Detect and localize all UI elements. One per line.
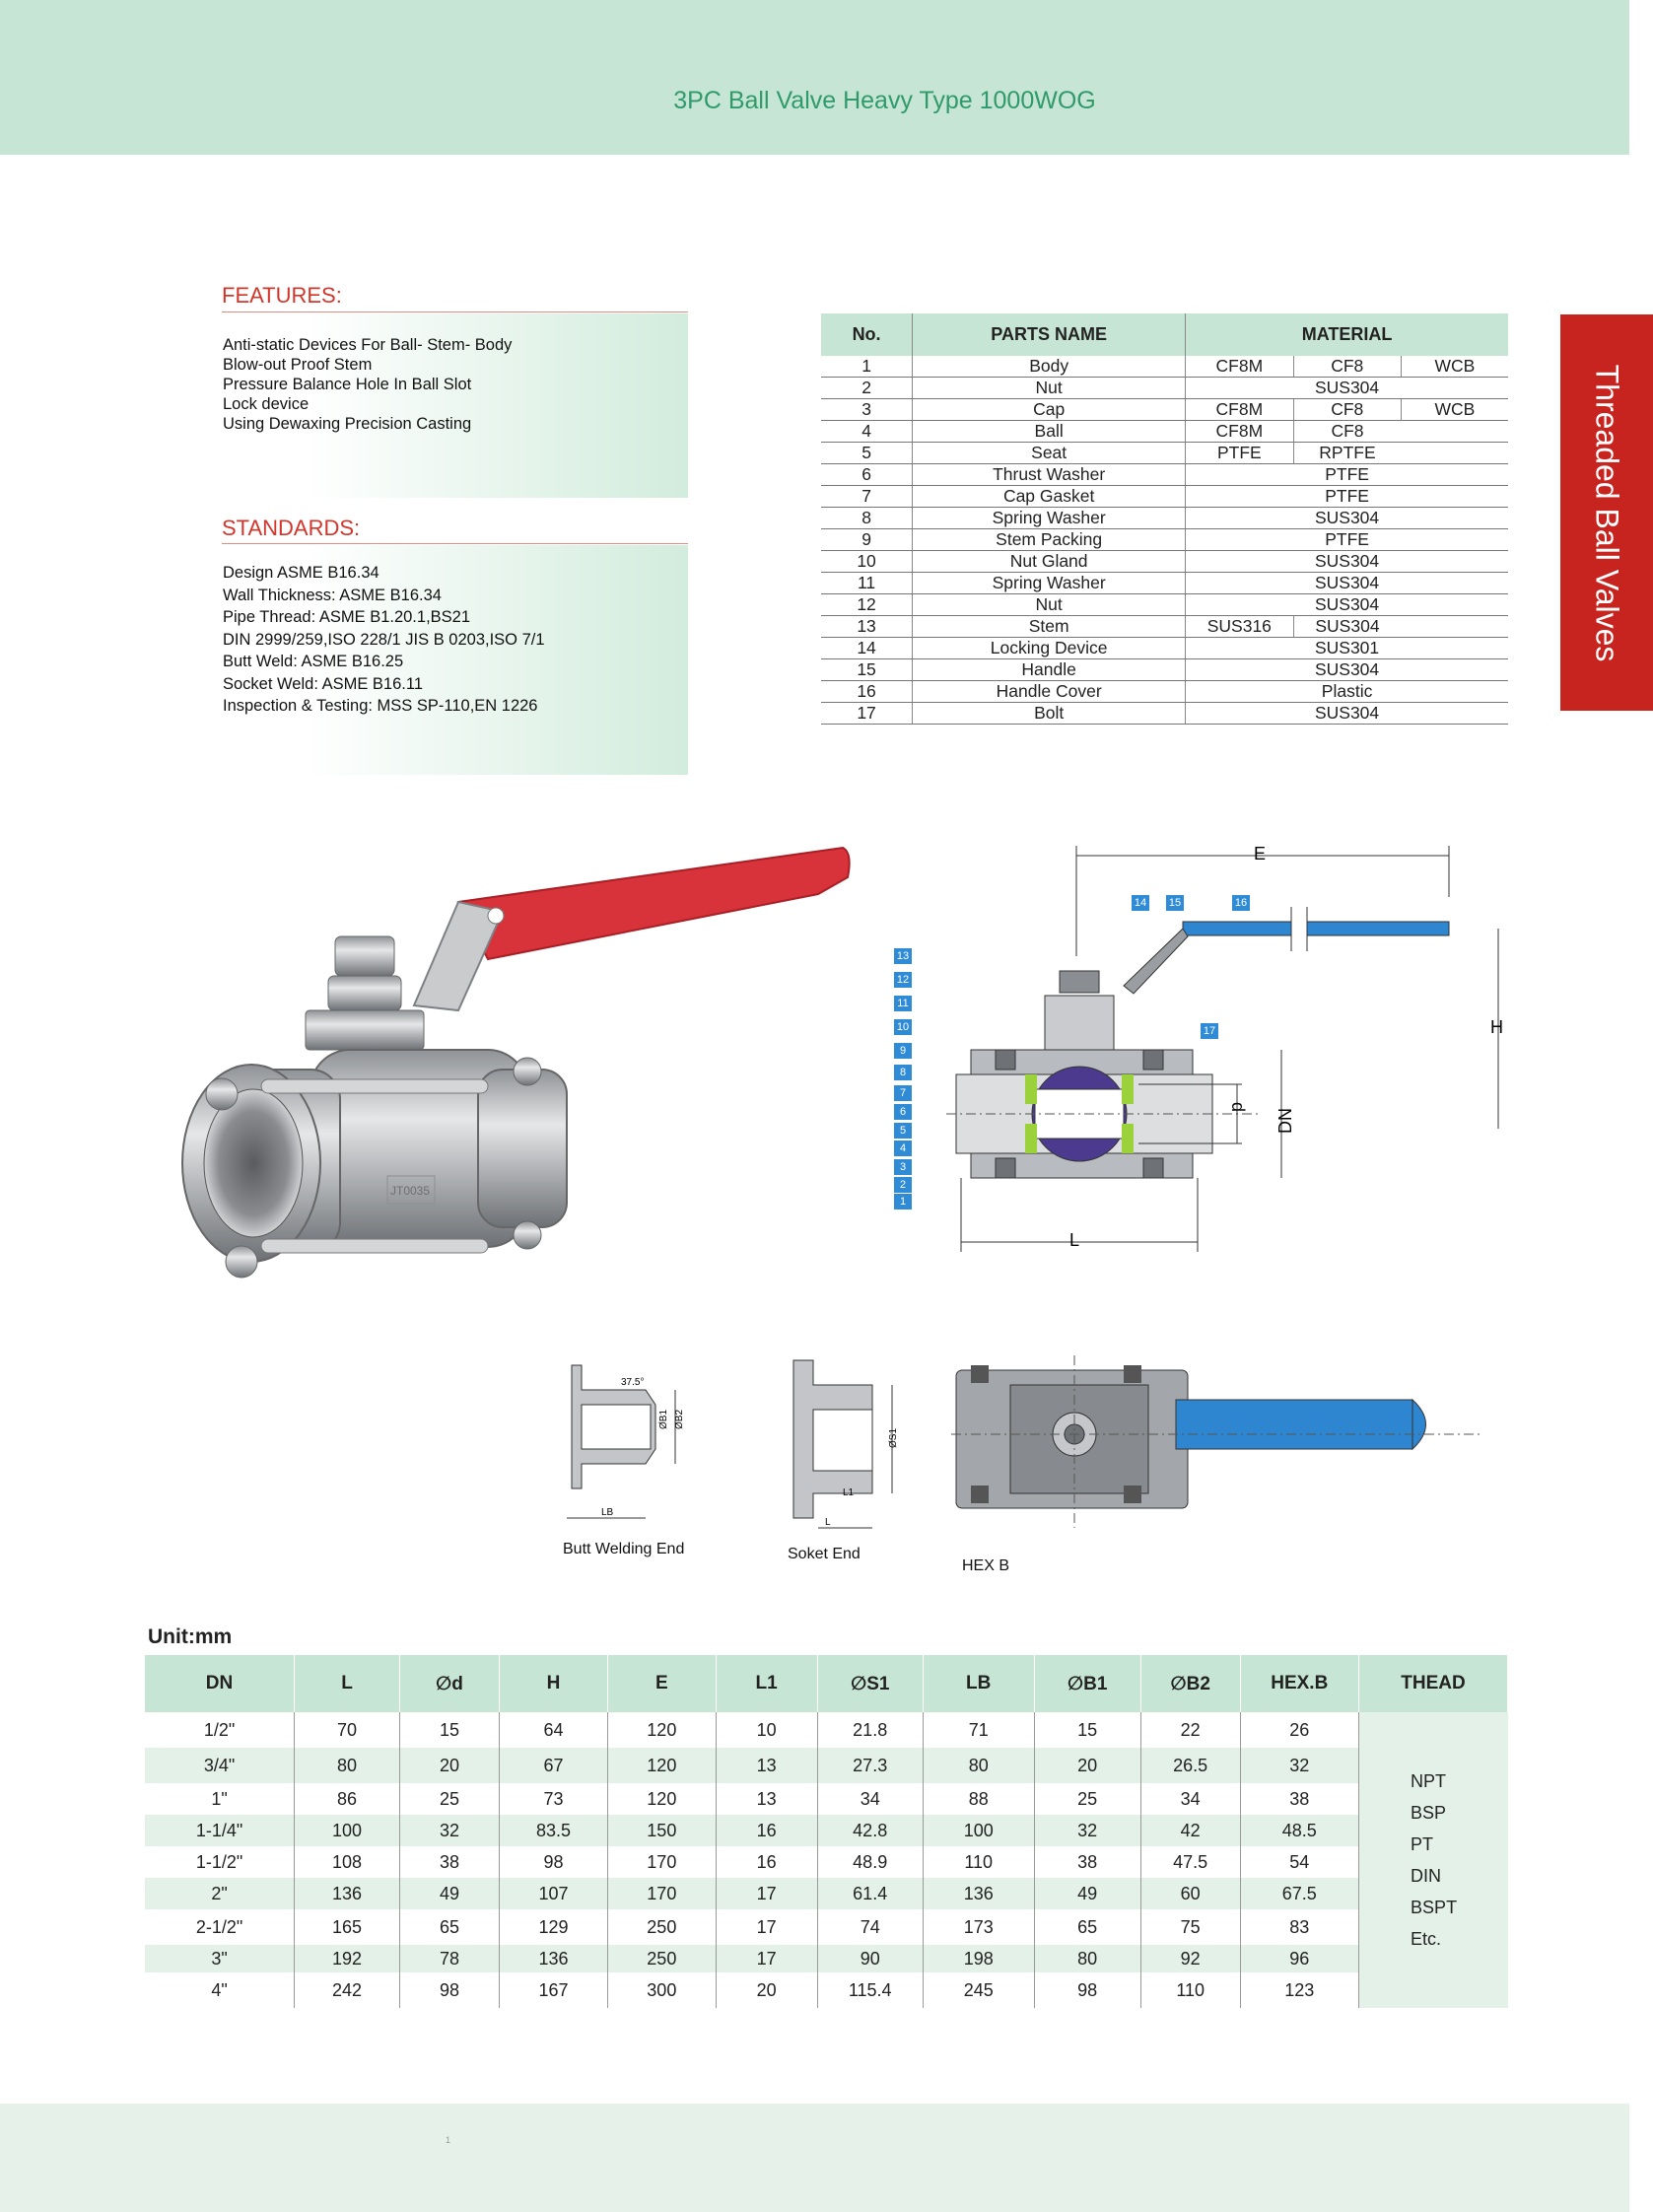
standards-list xyxy=(223,562,545,718)
callout-4: 4 xyxy=(894,1141,912,1156)
dims-header: ∅d xyxy=(399,1655,499,1712)
dims-cell: 100 xyxy=(923,1815,1034,1846)
dims-row xyxy=(145,1972,1508,2008)
dims-cell: 100 xyxy=(295,1815,400,1846)
features-title: FEATURES: xyxy=(222,283,342,308)
part-no: 3 xyxy=(821,399,913,421)
dims-cell: 120 xyxy=(607,1712,716,1748)
part-material: CF8 xyxy=(1293,399,1401,421)
dims-cell: 165 xyxy=(295,1909,400,1945)
part-no: 16 xyxy=(821,681,913,703)
features-rule xyxy=(222,311,688,312)
dim-e-label: E xyxy=(1254,844,1267,864)
parts-row xyxy=(821,681,1508,703)
standards-rule xyxy=(222,543,688,544)
dims-cell: 13 xyxy=(716,1783,817,1815)
callout-17: 17 xyxy=(1201,1023,1218,1039)
part-material: PTFE xyxy=(1186,464,1508,486)
dims-cell: 21.8 xyxy=(817,1712,923,1748)
part-material: SUS304 xyxy=(1293,616,1401,638)
dims-header: E xyxy=(607,1655,716,1712)
part-material: Plastic xyxy=(1186,681,1508,703)
part-no: 10 xyxy=(821,551,913,573)
part-material: CF8M xyxy=(1186,399,1293,421)
parts-row xyxy=(821,659,1508,681)
dims-cell: 34 xyxy=(817,1783,923,1815)
dims-cell: 49 xyxy=(399,1878,499,1909)
thread-cell xyxy=(1359,1712,1508,2008)
feature-item: Blow-out Proof Stem xyxy=(223,356,373,374)
dims-cell: 3" xyxy=(145,1945,295,1972)
part-material-empty xyxy=(1401,443,1508,464)
dims-cell: 71 xyxy=(923,1712,1034,1748)
part-material: SUS301 xyxy=(1186,638,1508,659)
dim-d-label: d xyxy=(1228,1102,1248,1113)
part-name: Cap Gasket xyxy=(913,486,1186,508)
callout-16: 16 xyxy=(1232,895,1250,911)
parts-header-no: No. xyxy=(821,313,913,356)
hex-caption: HEX B xyxy=(962,1557,1010,1574)
dims-cell: 15 xyxy=(1034,1712,1140,1748)
parts-row xyxy=(821,399,1508,421)
part-material: SUS304 xyxy=(1186,551,1508,573)
part-name: Spring Washer xyxy=(913,573,1186,594)
dims-cell: 245 xyxy=(923,1972,1034,2008)
dims-cell: 38 xyxy=(1240,1783,1359,1815)
parts-header-name: PARTS NAME xyxy=(913,313,1186,356)
part-material: SUS304 xyxy=(1186,508,1508,529)
dims-cell: 75 xyxy=(1140,1909,1240,1945)
dims-header: ∅B1 xyxy=(1034,1655,1140,1712)
dims-cell: 17 xyxy=(716,1878,817,1909)
part-name: Stem Packing xyxy=(913,529,1186,551)
callout-13: 13 xyxy=(894,948,912,964)
dims-cell: 20 xyxy=(1034,1748,1140,1783)
part-material: CF8 xyxy=(1293,356,1401,378)
dims-cell: 170 xyxy=(607,1846,716,1878)
dims-cell: 108 xyxy=(295,1846,400,1878)
part-material-empty xyxy=(1401,616,1508,638)
part-name: Locking Device xyxy=(913,638,1186,659)
dims-cell: 1" xyxy=(145,1783,295,1815)
dims-cell: 83.5 xyxy=(500,1815,608,1846)
dims-cell: 1-1/4" xyxy=(145,1815,295,1846)
callout-11: 11 xyxy=(894,996,912,1011)
dims-cell: 242 xyxy=(295,1972,400,2008)
dims-cell: 13 xyxy=(716,1748,817,1783)
part-name: Body xyxy=(913,356,1186,378)
dims-cell: 48.9 xyxy=(817,1846,923,1878)
dims-cell: 1/2" xyxy=(145,1712,295,1748)
dims-cell: 300 xyxy=(607,1972,716,2008)
dims-cell: 136 xyxy=(295,1878,400,1909)
dims-header: HEX.B xyxy=(1240,1655,1359,1712)
dims-cell: 98 xyxy=(500,1846,608,1878)
part-material: CF8 xyxy=(1293,421,1401,443)
part-no: 9 xyxy=(821,529,913,551)
part-material: SUS304 xyxy=(1186,703,1508,725)
dims-cell: 3/4" xyxy=(145,1748,295,1783)
dims-cell: 4" xyxy=(145,1972,295,2008)
dims-cell: 74 xyxy=(817,1909,923,1945)
part-material: WCB xyxy=(1401,356,1508,378)
dims-row xyxy=(145,1945,1508,1972)
parts-header-material: MATERIAL xyxy=(1186,313,1508,356)
dims-cell: 32 xyxy=(1240,1748,1359,1783)
part-material: PTFE xyxy=(1186,529,1508,551)
parts-row xyxy=(821,508,1508,529)
parts-row xyxy=(821,378,1508,399)
part-no: 7 xyxy=(821,486,913,508)
part-material: WCB xyxy=(1401,399,1508,421)
dims-cell: 70 xyxy=(295,1712,400,1748)
dims-cell: 25 xyxy=(399,1783,499,1815)
socket-l1: L1 xyxy=(843,1487,855,1498)
part-name: Stem xyxy=(913,616,1186,638)
dims-cell: 136 xyxy=(500,1945,608,1972)
dims-header: DN xyxy=(145,1655,295,1712)
standard-item: DIN 2999/259,ISO 228/1 JIS B 0203,ISO 7/1 xyxy=(223,630,545,649)
dims-cell: 2" xyxy=(145,1878,295,1909)
part-no: 14 xyxy=(821,638,913,659)
part-material: CF8M xyxy=(1186,421,1293,443)
footer-mark: 1 xyxy=(446,2135,451,2145)
parts-row xyxy=(821,551,1508,573)
dims-cell: 61.4 xyxy=(817,1878,923,1909)
dims-cell: 129 xyxy=(500,1909,608,1945)
part-name: Nut xyxy=(913,378,1186,399)
part-no: 6 xyxy=(821,464,913,486)
dims-cell: 38 xyxy=(399,1846,499,1878)
dims-cell: 42.8 xyxy=(817,1815,923,1846)
part-material: SUS304 xyxy=(1186,378,1508,399)
parts-table xyxy=(821,313,1508,725)
dims-cell: 34 xyxy=(1140,1783,1240,1815)
dims-header: LB xyxy=(923,1655,1034,1712)
dims-cell: 80 xyxy=(923,1748,1034,1783)
dims-cell: 150 xyxy=(607,1815,716,1846)
dims-row xyxy=(145,1878,1508,1909)
dim-l-label: L xyxy=(1069,1230,1080,1250)
dims-cell: 83 xyxy=(1240,1909,1359,1945)
dims-header: THEAD xyxy=(1359,1655,1508,1712)
part-no: 12 xyxy=(821,594,913,616)
thread-type: Etc. xyxy=(1411,1929,1442,1949)
feature-item: Anti-static Devices For Ball- Stem- Body xyxy=(223,336,513,354)
part-material-empty xyxy=(1401,421,1508,443)
dims-row xyxy=(145,1783,1508,1815)
part-material: PTFE xyxy=(1186,486,1508,508)
part-name: Seat xyxy=(913,443,1186,464)
part-material: SUS316 xyxy=(1186,616,1293,638)
dims-cell: 107 xyxy=(500,1878,608,1909)
part-name: Thrust Washer xyxy=(913,464,1186,486)
dims-cell: 96 xyxy=(1240,1945,1359,1972)
dims-cell: 48.5 xyxy=(1240,1815,1359,1846)
dims-cell: 15 xyxy=(399,1712,499,1748)
part-no: 2 xyxy=(821,378,913,399)
part-no: 1 xyxy=(821,356,913,378)
callout-5: 5 xyxy=(894,1123,912,1139)
dims-cell: 65 xyxy=(399,1909,499,1945)
standard-item: Pipe Thread: ASME B1.20.1,BS21 xyxy=(223,608,471,626)
standards-title: STANDARDS: xyxy=(222,516,361,540)
dims-header: ∅S1 xyxy=(817,1655,923,1712)
dims-cell: 49 xyxy=(1034,1878,1140,1909)
part-no: 8 xyxy=(821,508,913,529)
thread-type: BSPT xyxy=(1411,1898,1458,1917)
dims-cell: 136 xyxy=(923,1878,1034,1909)
part-no: 13 xyxy=(821,616,913,638)
callout-1: 1 xyxy=(894,1194,912,1210)
feature-item: Pressure Balance Hole In Ball Slot xyxy=(223,376,472,393)
dims-cell: 60 xyxy=(1140,1878,1240,1909)
part-name: Cap xyxy=(913,399,1186,421)
dims-cell: 198 xyxy=(923,1945,1034,1972)
thread-type: BSP xyxy=(1411,1803,1447,1823)
bw-angle: 37.5° xyxy=(621,1377,645,1388)
part-material: PTFE xyxy=(1186,443,1293,464)
dims-cell: 25 xyxy=(1034,1783,1140,1815)
parts-row xyxy=(821,356,1508,378)
dims-cell: 173 xyxy=(923,1909,1034,1945)
dims-cell: 167 xyxy=(500,1972,608,2008)
standard-item: Butt Weld: ASME B16.25 xyxy=(223,653,404,670)
header-band xyxy=(0,0,1629,155)
bw-b1: ØB1 xyxy=(658,1409,669,1429)
footer-band xyxy=(0,2104,1629,2212)
cross-section-drawing xyxy=(887,838,1518,1262)
part-no: 15 xyxy=(821,659,913,681)
thread-type: PT xyxy=(1411,1834,1434,1854)
dims-cell: 32 xyxy=(1034,1815,1140,1846)
dims-cell: 90 xyxy=(817,1945,923,1972)
dims-header: L1 xyxy=(716,1655,817,1712)
part-material: SUS304 xyxy=(1186,594,1508,616)
dims-row xyxy=(145,1712,1508,1748)
part-no: 11 xyxy=(821,573,913,594)
dims-cell: 16 xyxy=(716,1846,817,1878)
parts-row xyxy=(821,594,1508,616)
dim-dn-label: DN xyxy=(1275,1108,1295,1134)
standard-item: Socket Weld: ASME B16.11 xyxy=(223,674,423,693)
dims-cell: 110 xyxy=(1140,1972,1240,2008)
dims-cell: 65 xyxy=(1034,1909,1140,1945)
valve-photo xyxy=(163,843,862,1395)
part-name: Spring Washer xyxy=(913,508,1186,529)
dims-cell: 250 xyxy=(607,1945,716,1972)
parts-row xyxy=(821,421,1508,443)
dims-cell: 22 xyxy=(1140,1712,1240,1748)
dims-cell: 115.4 xyxy=(817,1972,923,2008)
callout-8: 8 xyxy=(894,1065,912,1080)
part-material: RPTFE xyxy=(1293,443,1401,464)
dim-h-label: H xyxy=(1490,1017,1503,1037)
bw-lb: LB xyxy=(601,1507,614,1518)
callout-3: 3 xyxy=(894,1159,912,1175)
dims-row xyxy=(145,1909,1508,1945)
butt-welding-drawing xyxy=(552,1360,710,1528)
callout-9: 9 xyxy=(894,1043,912,1059)
dims-cell: 17 xyxy=(716,1945,817,1972)
side-tab-label: Threaded Ball Valves xyxy=(1589,364,1625,661)
part-material: SUS304 xyxy=(1186,659,1508,681)
part-name: Handle Cover xyxy=(913,681,1186,703)
dims-cell: 192 xyxy=(295,1945,400,1972)
dims-cell: 80 xyxy=(1034,1945,1140,1972)
casting-mark: JT0035 xyxy=(390,1184,431,1198)
dims-cell: 86 xyxy=(295,1783,400,1815)
part-name: Ball xyxy=(913,421,1186,443)
dims-cell: 67 xyxy=(500,1748,608,1783)
parts-row xyxy=(821,529,1508,551)
dims-header: H xyxy=(500,1655,608,1712)
socket-end-drawing xyxy=(784,1355,912,1543)
callout-7: 7 xyxy=(894,1085,912,1101)
dims-cell: 64 xyxy=(500,1712,608,1748)
part-name: Nut Gland xyxy=(913,551,1186,573)
callout-6: 6 xyxy=(894,1104,912,1120)
parts-row xyxy=(821,443,1508,464)
dims-cell: 1-1/2" xyxy=(145,1846,295,1878)
dims-row xyxy=(145,1748,1508,1783)
part-no: 5 xyxy=(821,443,913,464)
part-name: Bolt xyxy=(913,703,1186,725)
dims-cell: 250 xyxy=(607,1909,716,1945)
dims-cell: 10 xyxy=(716,1712,817,1748)
dims-header: ∅B2 xyxy=(1140,1655,1240,1712)
dims-cell: 20 xyxy=(399,1748,499,1783)
dims-cell: 88 xyxy=(923,1783,1034,1815)
thread-type: DIN xyxy=(1411,1866,1442,1886)
callout-14: 14 xyxy=(1132,895,1149,911)
page-title: 3PC Ball Valve Heavy Type 1000WOG xyxy=(673,87,1096,114)
bw-b2: ØB2 xyxy=(674,1409,685,1429)
socket-end-caption: Soket End xyxy=(788,1546,861,1562)
parts-row xyxy=(821,616,1508,638)
feature-item: Lock device xyxy=(223,395,310,413)
part-no: 17 xyxy=(821,703,913,725)
parts-row xyxy=(821,638,1508,659)
part-name: Handle xyxy=(913,659,1186,681)
features-list xyxy=(223,335,512,434)
dims-cell: 98 xyxy=(399,1972,499,2008)
standard-item: Design ASME B16.34 xyxy=(223,564,379,582)
part-no: 4 xyxy=(821,421,913,443)
callout-15: 15 xyxy=(1166,895,1184,911)
parts-row xyxy=(821,464,1508,486)
standard-item: Wall Thickness: ASME B16.34 xyxy=(223,586,442,604)
feature-item: Using Dewaxing Precision Casting xyxy=(223,415,472,433)
dims-cell: 32 xyxy=(399,1815,499,1846)
callout-10: 10 xyxy=(894,1019,912,1035)
dims-cell: 16 xyxy=(716,1815,817,1846)
part-material: SUS304 xyxy=(1186,573,1508,594)
callout-2: 2 xyxy=(894,1177,912,1193)
dims-cell: 27.3 xyxy=(817,1748,923,1783)
dims-cell: 38 xyxy=(1034,1846,1140,1878)
dims-cell: 98 xyxy=(1034,1972,1140,2008)
dims-cell: 78 xyxy=(399,1945,499,1972)
dims-row xyxy=(145,1846,1508,1878)
dims-cell: 80 xyxy=(295,1748,400,1783)
dims-cell: 67.5 xyxy=(1240,1878,1359,1909)
parts-row xyxy=(821,703,1508,725)
dims-cell: 73 xyxy=(500,1783,608,1815)
unit-label: Unit:mm xyxy=(148,1625,233,1648)
dims-row xyxy=(145,1815,1508,1846)
dims-cell: 26 xyxy=(1240,1712,1359,1748)
standard-item: Inspection & Testing: MSS SP-110,EN 1226 xyxy=(223,697,538,715)
dims-cell: 54 xyxy=(1240,1846,1359,1878)
butt-welding-caption: Butt Welding End xyxy=(563,1541,685,1557)
parts-row xyxy=(821,573,1508,594)
dims-cell: 20 xyxy=(716,1972,817,2008)
top-view-drawing xyxy=(951,1355,1483,1528)
dims-cell: 26.5 xyxy=(1140,1748,1240,1783)
thread-type: NPT xyxy=(1411,1771,1447,1791)
dims-header: L xyxy=(295,1655,400,1712)
part-name: Nut xyxy=(913,594,1186,616)
part-material: CF8M xyxy=(1186,356,1293,378)
dims-cell: 123 xyxy=(1240,1972,1359,2008)
dims-cell: 120 xyxy=(607,1783,716,1815)
dims-cell: 2-1/2" xyxy=(145,1909,295,1945)
dims-cell: 92 xyxy=(1140,1945,1240,1972)
dims-cell: 42 xyxy=(1140,1815,1240,1846)
dims-cell: 47.5 xyxy=(1140,1846,1240,1878)
socket-l: L xyxy=(825,1517,831,1528)
parts-row xyxy=(821,486,1508,508)
socket-s1: ØS1 xyxy=(888,1427,899,1448)
dimensions-table xyxy=(145,1655,1508,2008)
callout-12: 12 xyxy=(894,972,912,988)
dims-cell: 170 xyxy=(607,1878,716,1909)
dims-cell: 120 xyxy=(607,1748,716,1783)
dims-cell: 17 xyxy=(716,1909,817,1945)
dims-cell: 110 xyxy=(923,1846,1034,1878)
